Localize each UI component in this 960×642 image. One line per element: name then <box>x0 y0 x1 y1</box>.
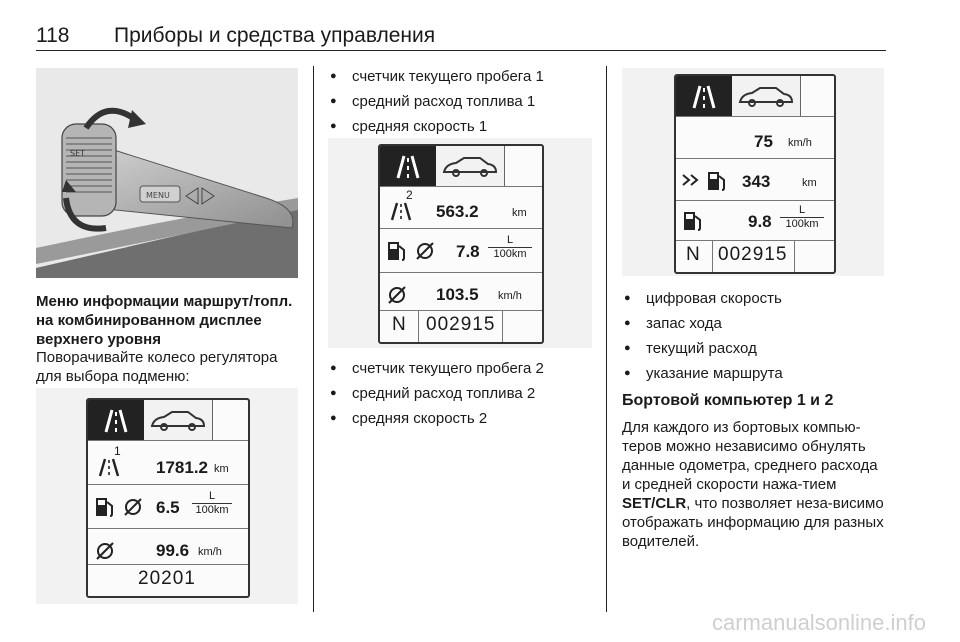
list-item: ● цифровая скорость <box>622 286 886 311</box>
average-icon <box>414 240 436 262</box>
fuel-pump-icon <box>682 208 704 232</box>
gear-indicator: N <box>392 314 407 335</box>
car-tab-icon <box>436 146 505 187</box>
speed-avg-value: 103.5 <box>436 285 479 304</box>
range-unit: km <box>802 177 817 189</box>
list-item: ● средняя скорость 2 <box>328 406 598 431</box>
odometer: 20201 <box>138 568 196 589</box>
road-tab-icon <box>676 76 732 116</box>
section-heading-trip-menu: Меню информации маршрут/топл. на комбинированном дисплее верхнего уровня <box>36 293 293 348</box>
list-item: ● текущий расход <box>622 336 886 361</box>
list-item: ● средняя скорость 1 <box>328 114 598 139</box>
display-panel-middle <box>328 138 592 348</box>
list-item: ● счетчик текущего пробега 2 <box>328 356 598 381</box>
watermark: carmanualsonline.info <box>711 610 926 635</box>
fuel-avg-value: 7.8 <box>456 242 480 261</box>
range-chevron-icon <box>680 172 704 188</box>
list-item: ● счетчик текущего пробега 1 <box>328 64 598 89</box>
menu-button-label: MENU <box>146 191 170 200</box>
trip-number: 2 <box>406 188 413 202</box>
fuel-pump-icon <box>94 494 116 518</box>
cluster-display-1 <box>86 398 250 598</box>
car-tab-icon <box>144 400 213 441</box>
display-panel-right <box>622 68 884 276</box>
road-tab-icon <box>380 146 436 186</box>
average-speed-icon <box>386 284 408 306</box>
display-panel-left <box>36 388 298 604</box>
list-item: ● указание маршрута <box>622 361 886 386</box>
list-item: ● средний расход топлива 2 <box>328 381 598 406</box>
fuel-avg-value: 6.5 <box>156 498 180 517</box>
bullet-list-display-2 <box>328 356 598 431</box>
fuel-unit: $\frac{L}{100km}$ <box>192 490 232 517</box>
set-clr-label: SET/CLR <box>622 495 687 512</box>
list-item: ● запас хода <box>622 311 886 336</box>
trip-road-icon <box>94 456 124 478</box>
odometer: 002915 <box>426 314 496 335</box>
consumption-unit: $\frac{L}{100km}$ <box>780 204 824 231</box>
page-title: Приборы и средства управления <box>114 24 436 47</box>
fuel-pump-icon <box>386 238 408 262</box>
current-consumption-value: 9.8 <box>748 212 772 231</box>
instruction-paragraph: Поворачивайте колесо регулятора для выбора подменю: <box>36 349 278 385</box>
digital-speed-unit: km/h <box>788 137 812 149</box>
trip-number: 1 <box>114 444 121 458</box>
column-divider-1 <box>313 66 314 612</box>
page-number: 118 <box>36 24 70 47</box>
bullet-list-display-1 <box>328 64 598 139</box>
range-value: 343 <box>742 172 771 191</box>
gear-indicator: N <box>686 244 701 265</box>
average-icon <box>122 496 144 518</box>
car-tab-icon <box>732 76 801 117</box>
digital-speed-value: 75 <box>754 132 773 151</box>
cluster-display-2 <box>378 144 544 344</box>
average-speed-icon <box>94 540 116 562</box>
section-heading-trip-computer: Бортовой компьютер 1 и 2 <box>622 392 834 409</box>
steering-lever-illustration <box>36 68 298 278</box>
speed-avg-value: 99.6 <box>156 541 190 560</box>
trip-road-icon <box>386 200 416 222</box>
cluster-display-3 <box>674 74 836 274</box>
fuel-pump-icon <box>706 168 728 192</box>
road-tab-icon <box>88 400 144 440</box>
speed-unit: km/h <box>198 546 222 558</box>
trip-value: 1781.2 <box>156 458 208 477</box>
trip-value: 563.2 <box>436 202 479 221</box>
trip-computer-paragraph: Для каждого из бортовых компью-теров можно независимо обнулять данные одометра, среднего расхода и средней скорости нажа-тием SET/CLR, что позволяет неза-висимо отображать информацию для разных водителей. <box>622 419 884 550</box>
speed-unit: km/h <box>498 290 522 302</box>
odometer: 002915 <box>718 244 788 265</box>
trip-unit: km <box>512 207 527 219</box>
bullet-list-display-3 <box>622 286 886 386</box>
list-item: ● средний расход топлива 1 <box>328 89 598 114</box>
trip-unit: km <box>214 463 229 475</box>
fuel-unit: $\frac{L}{100km}$ <box>488 234 532 261</box>
set-label: SET <box>70 149 86 158</box>
column-divider-2 <box>606 66 607 612</box>
header-divider <box>36 50 886 51</box>
